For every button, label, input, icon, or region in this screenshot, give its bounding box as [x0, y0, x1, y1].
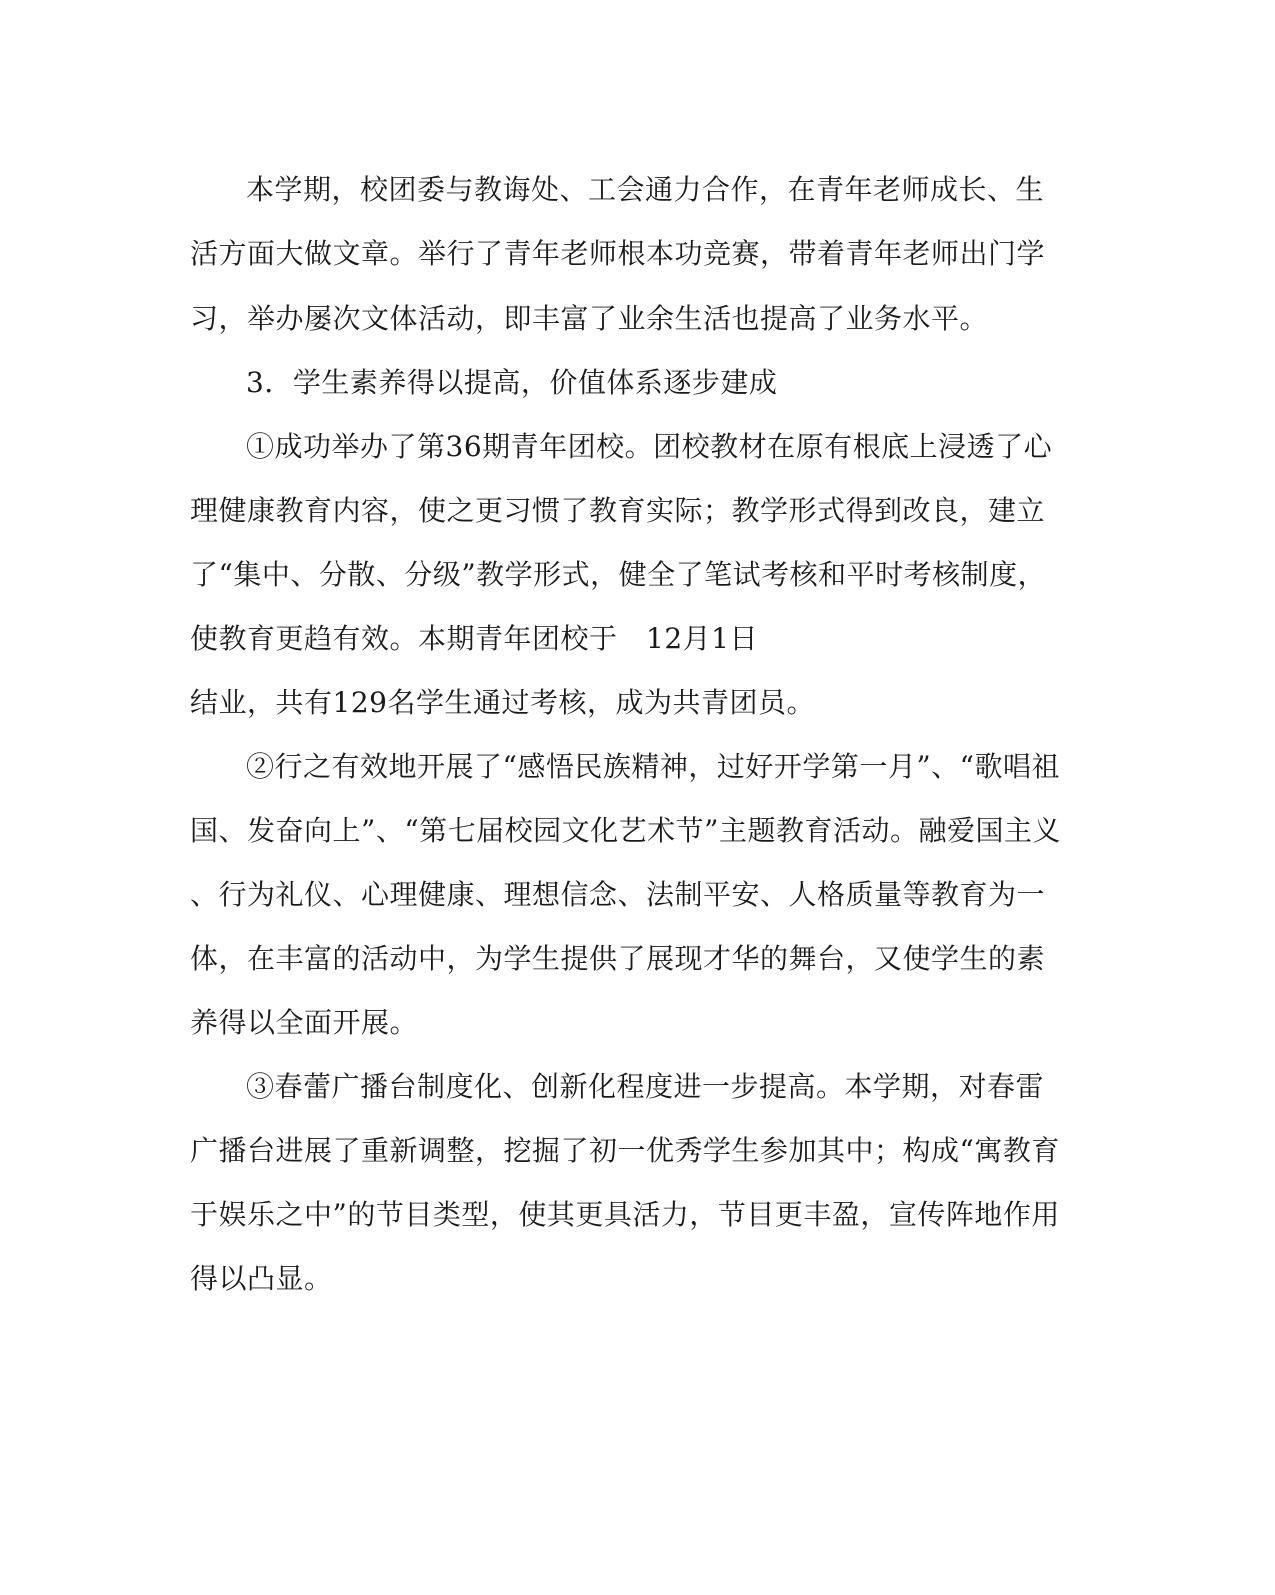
- paragraph-1-line-3: 习，举办屡次文体活动，即丰富了业余生活也提高了业务水平。: [190, 302, 989, 335]
- paragraph-3-line-2: 国、发奋向上”、“第七届校园文化艺术节”主题教育活动。融爱国主义: [190, 814, 1061, 847]
- paragraph-2-line-4: 使教育更趋有效。本期青年团校于 12月1日: [190, 622, 758, 655]
- paragraph-2-line-1: ①成功举办了第36期青年团校。团校教材在原有根底上浸透了心: [246, 430, 1053, 463]
- paragraph-3-line-4: 体，在丰富的活动中，为学生提供了展现才华的舞台，又使学生的素: [190, 942, 1046, 975]
- paragraph-3-line-1: ②行之有效地开展了“感悟民族精神，过好开学第一月”、“歌唱祖: [246, 750, 1060, 783]
- section-heading-3: 3．学生素养得以提高，价值体系逐步建成: [246, 366, 778, 399]
- paragraph-3-line-3: 、行为礼仪、心理健康、理想信念、法制平安、人格质量等教育为一: [190, 878, 1046, 911]
- paragraph-1-line-1: 本学期，校团委与教诲处、工会通力合作，在青年老师成长、生: [246, 173, 1045, 206]
- paragraph-1-line-2: 活方面大做文章。举行了青年老师根本功竞赛，带着青年老师出门学: [190, 237, 1046, 270]
- paragraph-2-line-2: 理健康教育内容，使之更习惯了教育实际；教学形式得到改良，建立: [190, 494, 1046, 527]
- paragraph-4-line-1: ③春蕾广播台制度化、创新化程度进一步提高。本学期，对春雷: [246, 1070, 1045, 1103]
- paragraph-3-line-5: 养得以全面开展。: [190, 1006, 419, 1039]
- paragraph-2-line-5: 结业，共有129名学生通过考核，成为共青团员。: [190, 686, 815, 719]
- paragraph-4-line-2: 广播台进展了重新调整，挖掘了初一优秀学生参加其中；构成“寓教育: [190, 1134, 1060, 1167]
- paragraph-4-line-4: 得以凸显。: [190, 1262, 333, 1295]
- paragraph-4-line-3: 于娱乐之中”的节目类型，使其更具活力，节目更丰盈，宣传阵地作用: [190, 1198, 1060, 1231]
- paragraph-2-line-3: 了“集中、分散、分级”教学形式，健全了笔试考核和平时考核制度，: [190, 558, 1047, 591]
